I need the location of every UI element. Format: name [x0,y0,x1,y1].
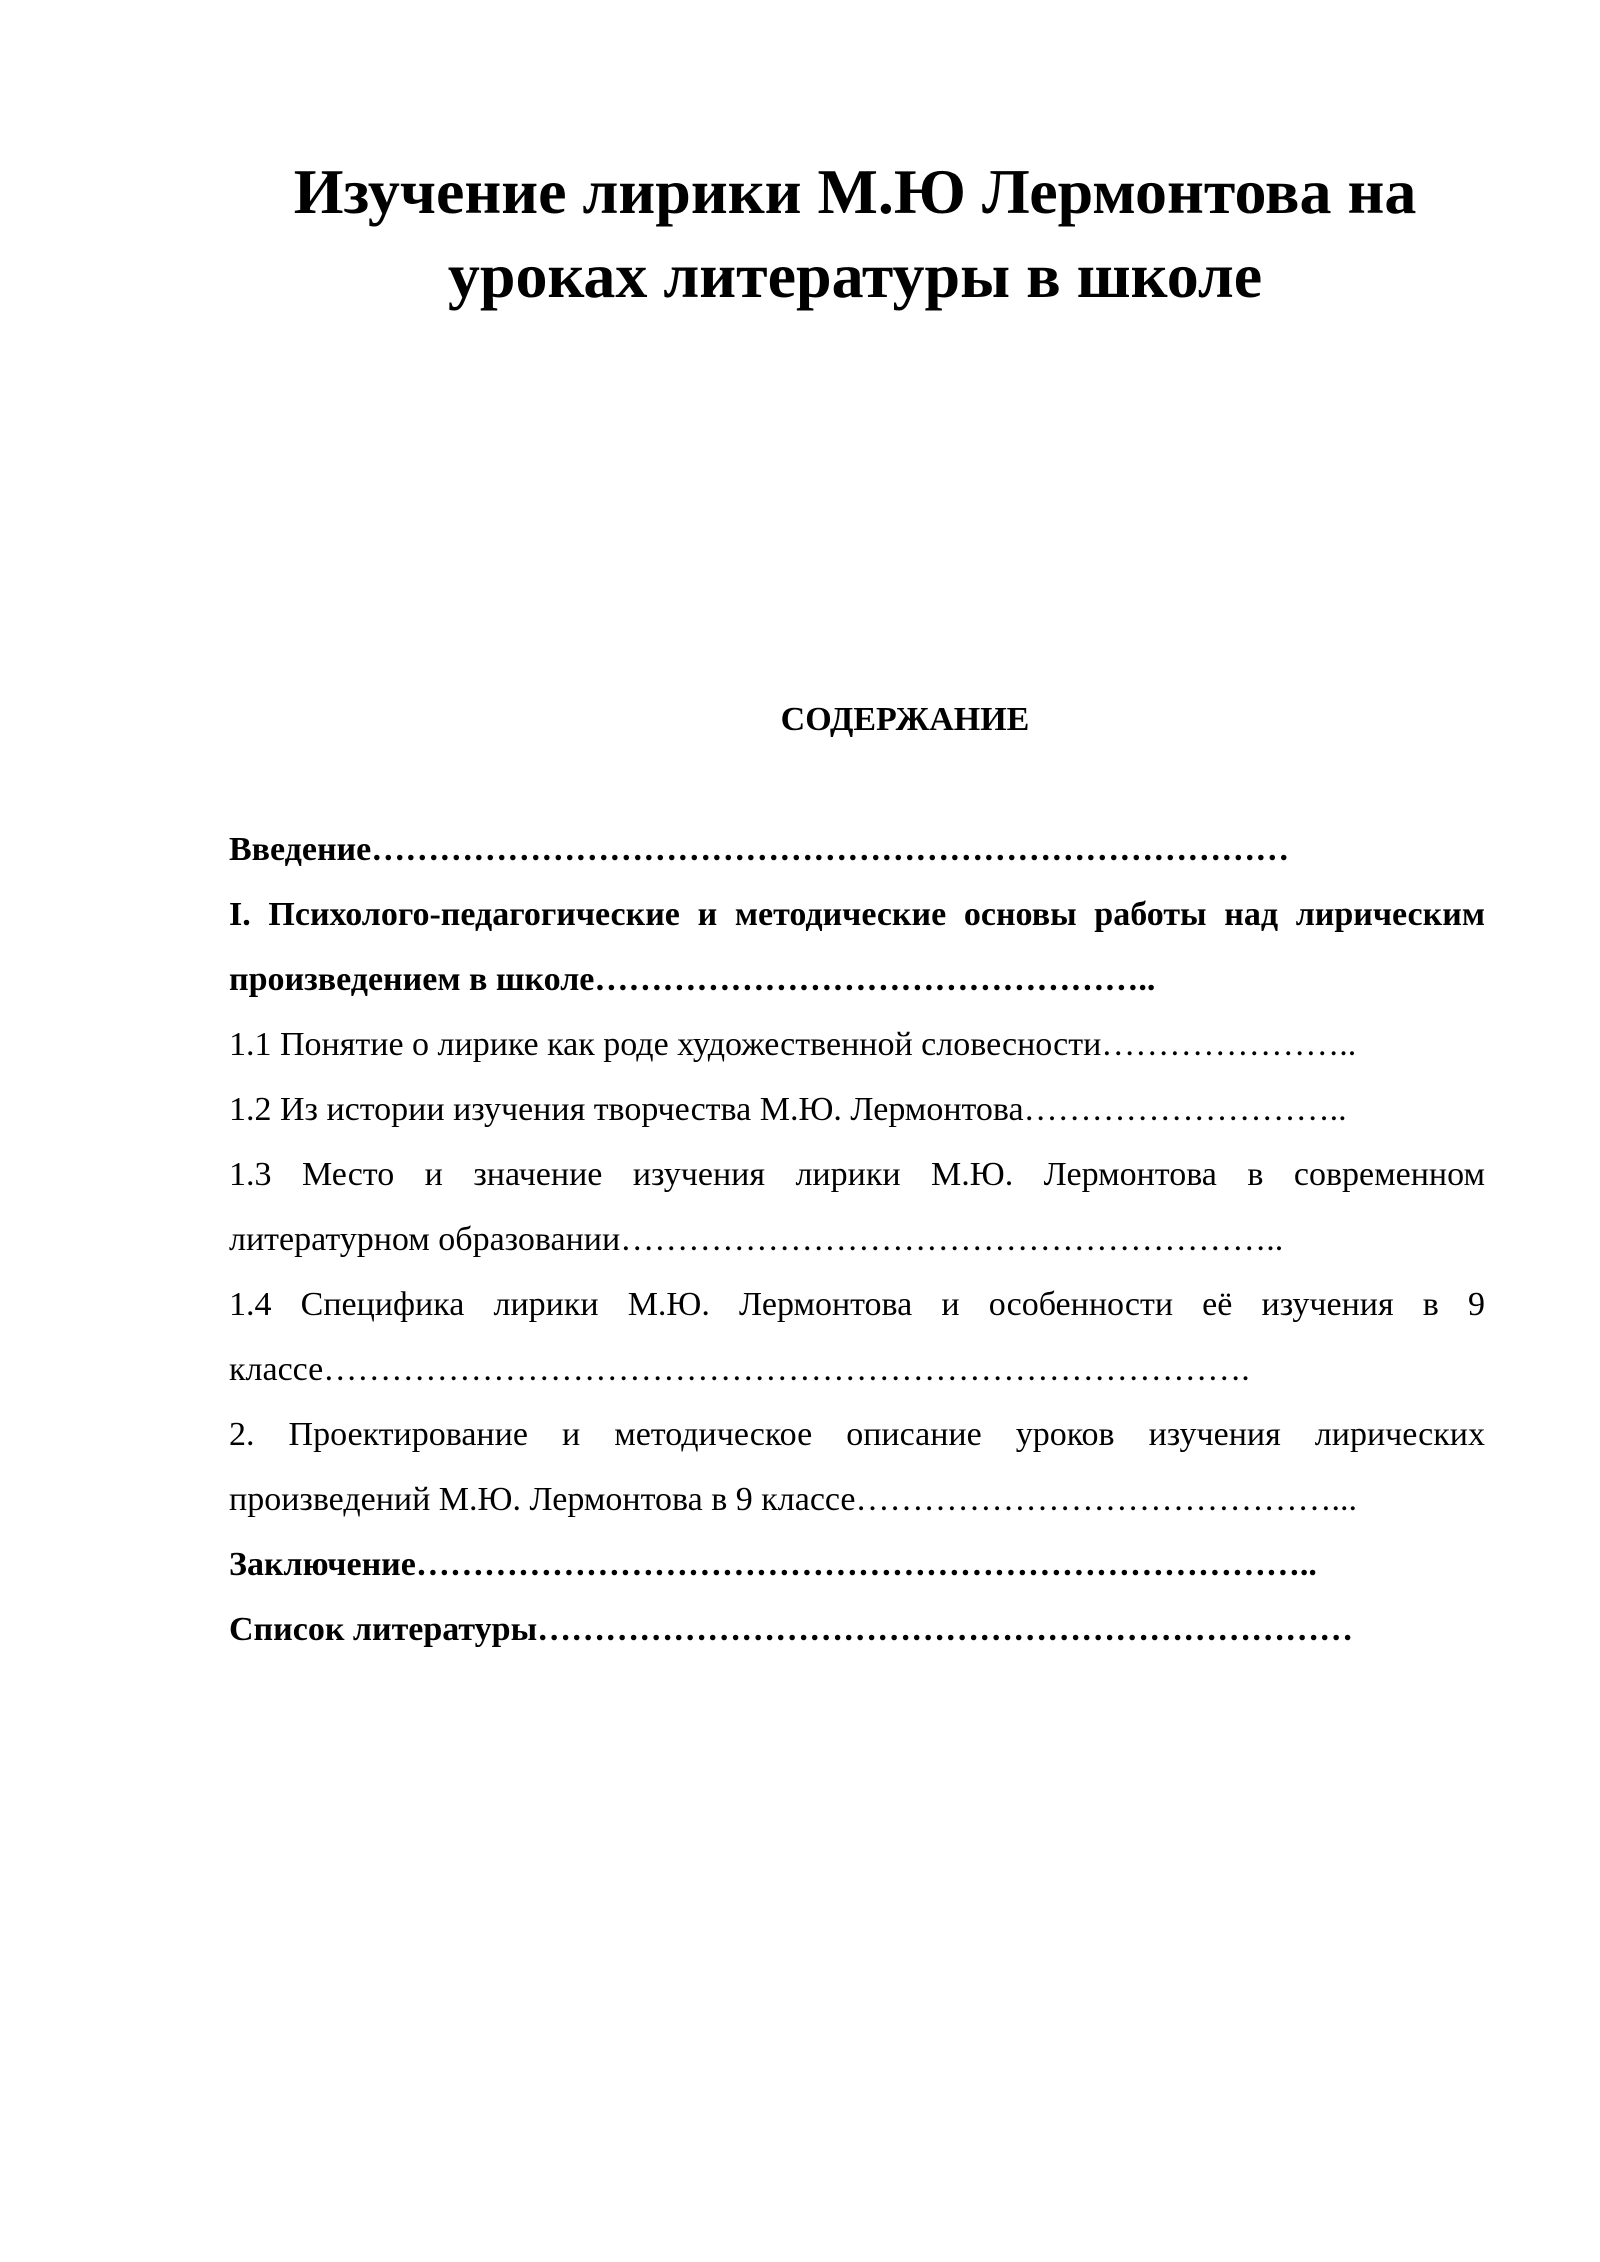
toc-entry-section-1-2: 1.2 Из истории изучения творчества М.Ю. Лермонтова……………………….. [229,1091,1347,1128]
toc-entry-introduction: Введение……………………………………………………………………… [229,831,1290,868]
toc-entry-chapter-1: I. Психолого-педагогические и методические основы работы над лирическим произведением в школе………………………………………….. [229,896,1485,998]
toc-heading: СОДЕРЖАНИЕ [780,701,1030,738]
document-title-line-2: уроках литературы в школе [447,240,1263,311]
toc-entry-section-1-3: 1.3 Место и значение изучения лирики М.Ю. Лермонтова в современном литературном образовании………………………………………………….. [229,1156,1485,1258]
toc-entry-section-1-4: 1.4 Специфика лирики М.Ю. Лермонтова и особенности её изучения в 9 классе………………………………………………………………………. [229,1286,1485,1388]
table-of-contents [229,817,1485,1662]
document-title-line-1: Изучение лирики М.Ю Лермонтова на [293,156,1417,227]
document-title [170,150,1540,318]
toc-entry-chapter-2: 2. Проектирование и методическое описание уроков изучения лирических произведений М.Ю. Лермонтова в 9 классе……………………………………... [229,1416,1485,1518]
toc-entry-section-1-1: 1.1 Понятие о лирике как роде художественной словесности………………….. [229,1026,1357,1063]
toc-entry-bibliography: Список литературы……………………………………………………………… [229,1611,1354,1648]
toc-entry-conclusion: Заключение…………………………………………………………………….. [229,1546,1317,1583]
